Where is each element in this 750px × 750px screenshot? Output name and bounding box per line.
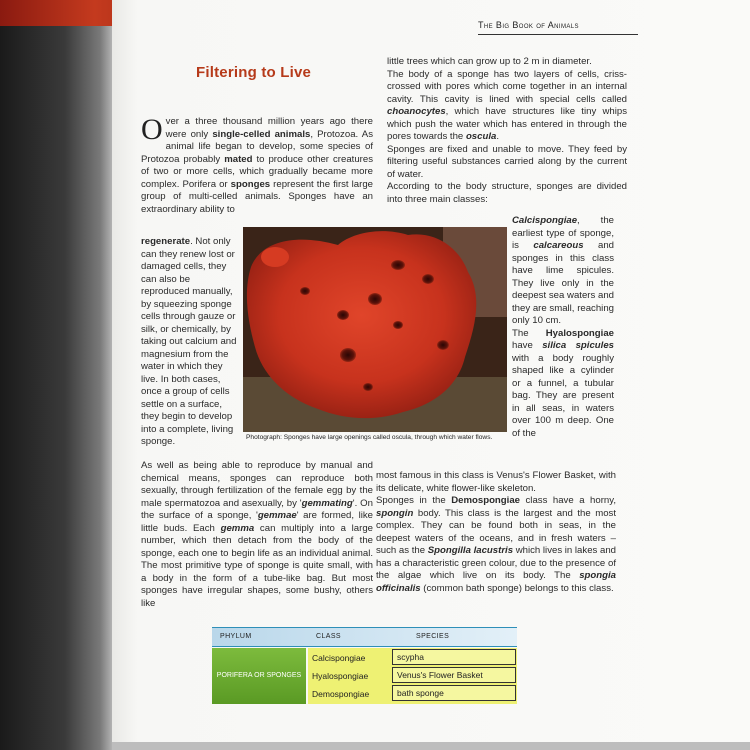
drop-cap: O <box>141 113 163 146</box>
class-cell: Hyalospongiae <box>312 671 369 681</box>
species-cell: bath sponge <box>392 685 516 701</box>
phylum-cell: PORIFERA OR SPONGES <box>212 648 306 704</box>
sponge-photo <box>243 227 507 432</box>
book-binding <box>0 0 118 750</box>
header-rule <box>478 34 638 35</box>
species-cell: Venus's Flower Basket <box>392 667 516 683</box>
table-header <box>212 627 517 647</box>
class-block <box>308 648 517 704</box>
classification-table <box>212 627 517 704</box>
class-cell: Calcispongiae <box>312 653 366 663</box>
right-wrap-text: Calcispongiae, the earliest type of sponge, is calcareous and sponges in this class have lime spicules. They live only in the deepest sea waters and they are small, reaching only 10 cm. The Hyalospongiae have silica spicules with a body roughly shaped like a cylinder or a funnel, a tubular bag. They are present in all seas, in waters over 100 m deep. One of the <box>512 215 614 439</box>
left-wrap-text: regenerate. Not only can they renew lost or damaged cells, they can also be reproduced manually, by squeezing sponge cells through gauze or silk, or chemically, by taking out calcium and magnesium from the water in which they live. In both cases, once a group of cells settle on a surface, they begin to develop into a complete, living sponge. <box>141 236 237 447</box>
left-column-bottom: As well as being able to reproduce by manual and chemical means, sponges can reproduce both sexually, through fertilization of the female egg by the male spermatozoa and asexually, by 'gemmating'. On the surface of a sponge, 'gemmae' are formed, like little buds. Each gemma can multiply into a large number, which then detach from the body of the sponge, each one to begin life as an individual animal. The most primitive type of sponge is quite small, with a body in the form of a tube-like bag. But most sponges have irregular shapes, some bushy, others like <box>141 460 373 609</box>
header-species: SPECIES <box>416 633 450 640</box>
species-cell: scypha <box>392 649 516 665</box>
right-column-bottom: most famous in this class is Venus's Flower Basket, with its delicate, white flower-like skeleton. Sponges in the Demospongiae class have a horny, spongin body. This class is the largest and the most complex. They can be found both in seas, in the deepest waters of the oceans, and in fresh waters – such as the Spongilla lacustris which lives in lakes and has a characteristic green colour, due to the presence of the algae which live on its body. The spongia officinalis (common bath sponge) belongs to this class. <box>376 470 616 594</box>
class-cell: Demospongiae <box>312 689 370 699</box>
header-phylum: PHYLUM <box>220 633 252 640</box>
header-class: CLASS <box>316 633 341 640</box>
page-edge <box>112 742 750 750</box>
photo-caption: Photograph: Sponges have large openings called oscula, through which water flows. <box>246 434 493 441</box>
right-column: little trees which can grow up to 2 m in diameter. The body of a sponge has two layers of cells, criss-crossed with pores which come together in an internal cavity. This cavity is lined with special cells called choanocytes, which have structures like tiny whips which push the water which has entered in through the pores towards the oscula. Sponges are fixed and unable to move. They feed by filtering useful substances carried along by the current of water. According to the body structure, sponges are divided into three main classes: <box>387 56 627 205</box>
left-column: Over a three thousand million years ago there were only single-celled animals, Protozoa. As animal life began to develop, some species of Protozoa probably mated to produce other creatures of two or more cells, which gradually became more complex. Porifera or sponges represent the first large group of multi-celled animals. Sponges have an extraordinary ability to <box>141 113 373 215</box>
running-header: The Big Book of Animals <box>478 20 579 30</box>
page-title: Filtering to Live <box>196 64 312 81</box>
red-sponge-image <box>243 227 507 432</box>
